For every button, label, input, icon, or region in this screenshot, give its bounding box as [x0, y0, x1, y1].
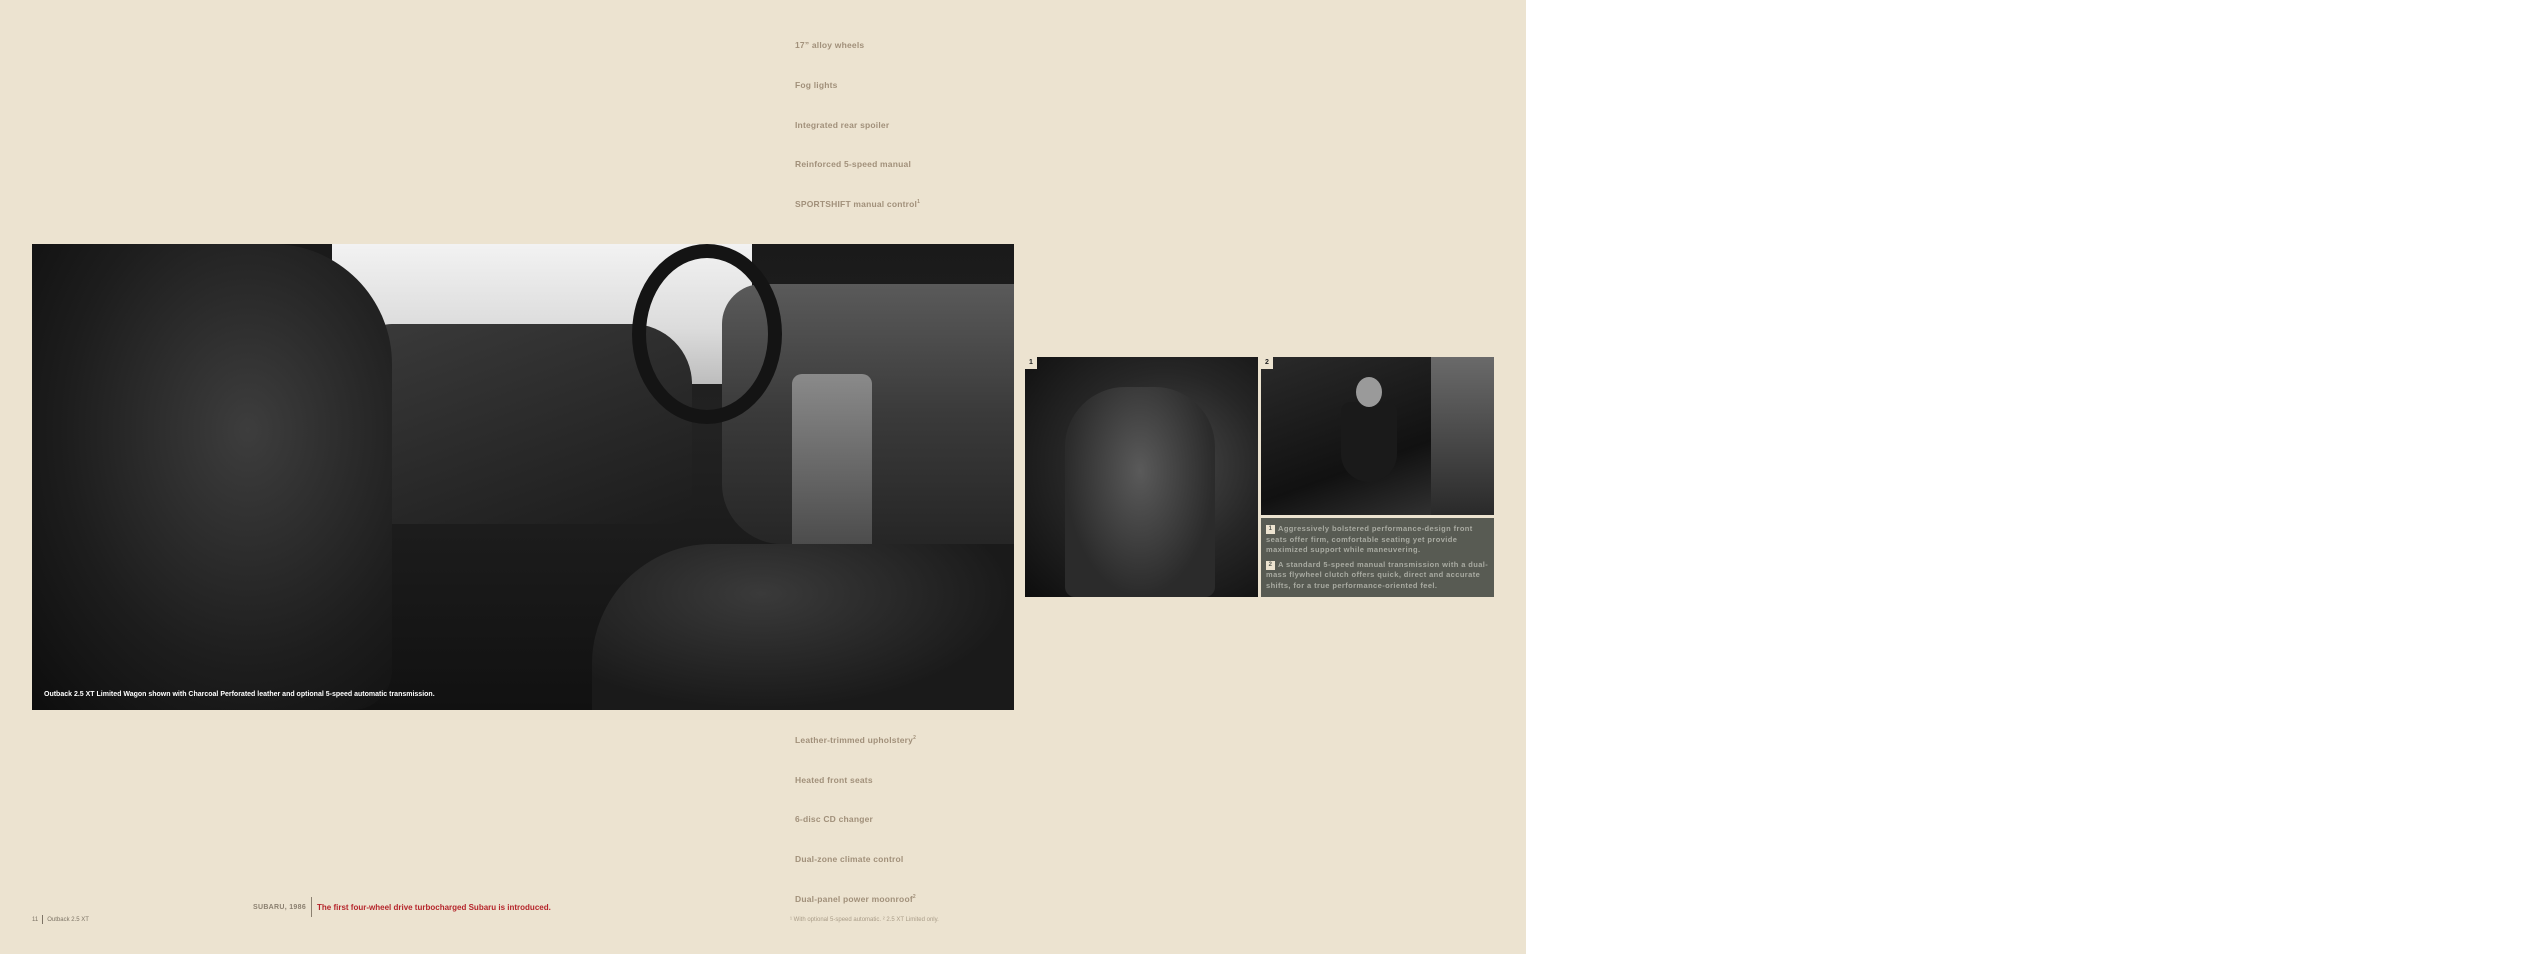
feature-item: Dual-zone climate control — [795, 854, 904, 864]
footnote: ¹ With optional 5-speed automatic. ² 2.5 XT Limited only. — [790, 917, 939, 923]
shifter-detail-photo — [1261, 357, 1494, 515]
history-year: SUBARU, 1986 — [253, 903, 307, 911]
feature-item: Fog lights — [795, 80, 838, 90]
shift-knob — [1356, 377, 1382, 407]
console-trim — [1431, 357, 1494, 515]
feature-item: Reinforced 5-speed manual — [795, 159, 912, 169]
feature-item: SPORTSHIFT manual control$^1$ — [795, 199, 921, 209]
photo-captions-box — [1261, 518, 1494, 597]
history-divider — [311, 897, 312, 917]
footer-divider — [42, 915, 43, 924]
seat-shape — [1065, 387, 1215, 597]
caption-1: 1 Aggressively bolstered performance-design front seats offer firm, comfortable seating yet provide maximized support while maneuvering. — [1266, 524, 1473, 554]
caption-number: 1 — [1266, 525, 1275, 534]
caption-number: 2 — [1266, 561, 1275, 570]
history-note — [253, 897, 551, 917]
seat-detail-photo — [1025, 357, 1258, 597]
feature-item: Leather-trimmed upholstery$^2$ — [795, 735, 917, 745]
feature-item: Dual-panel power moonroof$^2$ — [795, 894, 916, 904]
shifter-boot — [1341, 402, 1397, 482]
hero-passenger-seat — [592, 544, 1014, 710]
hero-caption: Outback 2.5 XT Limited Wagon shown with Charcoal Perforated leather and optional 5-speed automatic transmission. — [44, 691, 435, 698]
feature-item: 17” alloy wheels — [795, 40, 865, 50]
hero-interior-photo — [32, 244, 1014, 710]
feature-item: Integrated rear spoiler — [795, 120, 890, 130]
hero-steering-wheel — [632, 244, 782, 424]
caption-2: 2 A standard 5-speed manual transmission with a dual-mass flywheel clutch offers quick, direct and accurate shifts, for a true performance-oriented feel. — [1266, 559, 1489, 590]
history-fact: The first four-wheel drive turbocharged Subaru is introduced. — [317, 902, 551, 912]
feature-item: Heated front seats — [795, 775, 873, 785]
page-footer — [32, 915, 89, 924]
footer-title: Outback 2.5 XT — [47, 916, 89, 923]
hero-driver-seat — [32, 244, 392, 710]
feature-item: 6-disc CD changer — [795, 814, 874, 824]
photo-badge-1: 1 — [1025, 357, 1037, 369]
page-number: 11 — [32, 916, 39, 923]
photo-badge-2: 2 — [1261, 357, 1273, 369]
